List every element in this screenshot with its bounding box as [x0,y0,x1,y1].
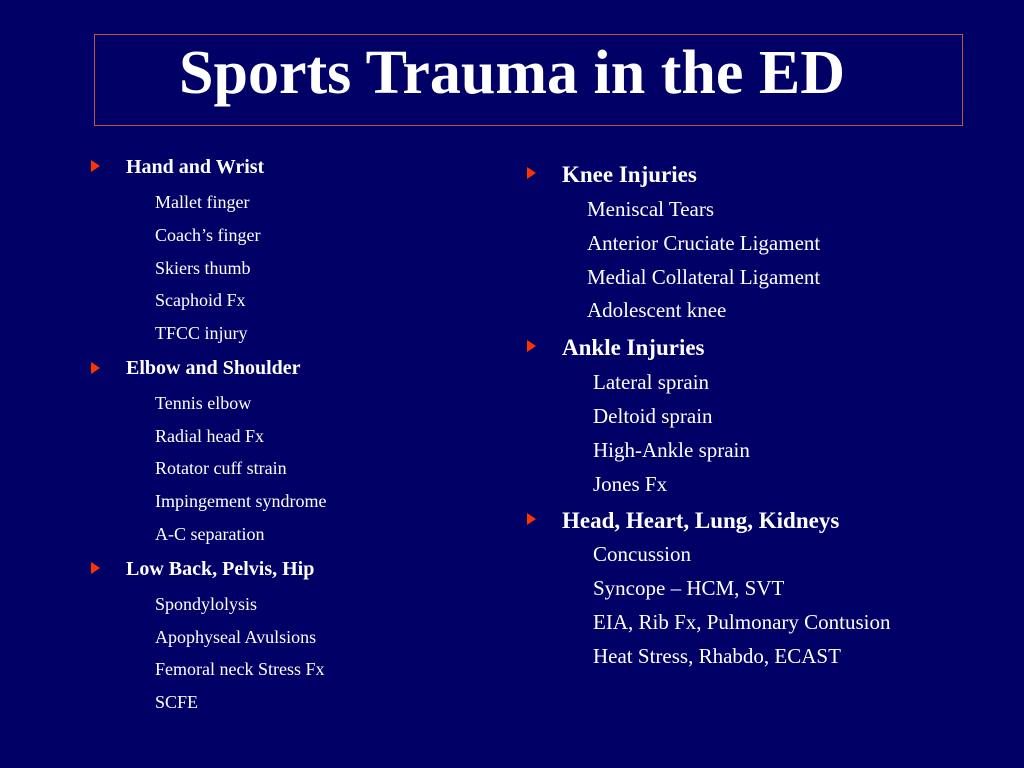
section-heading: Elbow and Shoulder [126,357,301,379]
list-item: High-Ankle sprain [593,438,750,462]
list-item: EIA, Rib Fx, Pulmonary Contusion [593,610,891,634]
list-item: Concussion [593,542,692,566]
arrow-bullet-icon [527,340,536,352]
list-item: Apophyseal Avulsions [155,627,317,647]
slide-title: Sports Trauma in the ED [178,39,845,107]
list-item: Rotator cuff strain [155,458,287,478]
list-item: Coach’s finger [155,225,261,245]
list-item: Mallet finger [155,192,250,212]
list-item: Lateral sprain [593,370,710,394]
list-item: Meniscal Tears [587,197,715,221]
list-item: Skiers thumb [155,258,251,278]
list-item: SCFE [155,692,199,712]
arrow-bullet-icon [91,562,100,574]
arrow-bullet-icon [527,513,536,525]
section-heading: Knee Injuries [562,162,697,187]
list-item: Impingement syndrome [155,491,327,511]
list-item: Spondylolysis [155,594,258,614]
section-heading: Head, Heart, Lung, Kidneys [562,508,840,533]
arrow-bullet-icon [91,160,100,172]
list-item: Medial Collateral Ligament [587,265,821,289]
list-item: Heat Stress, Rhabdo, ECAST [593,644,841,668]
section-heading: Low Back, Pelvis, Hip [126,558,315,580]
list-item: Tennis elbow [155,393,252,413]
list-item: Deltoid sprain [593,404,713,428]
arrow-bullet-icon [527,167,536,179]
list-item: Jones Fx [593,472,668,496]
section-heading: Hand and Wrist [126,156,265,178]
list-item: Syncope – HCM, SVT [593,576,785,600]
list-item: Scaphoid Fx [155,290,246,310]
list-item: Radial head Fx [155,426,264,446]
section-heading: Ankle Injuries [562,335,705,360]
list-item: A-C separation [155,524,265,544]
arrow-bullet-icon [91,362,100,374]
list-item: Femoral neck Stress Fx [155,659,325,679]
list-item: Adolescent knee [587,298,727,322]
list-item: Anterior Cruciate Ligament [587,231,821,255]
list-item: TFCC injury [155,323,248,343]
